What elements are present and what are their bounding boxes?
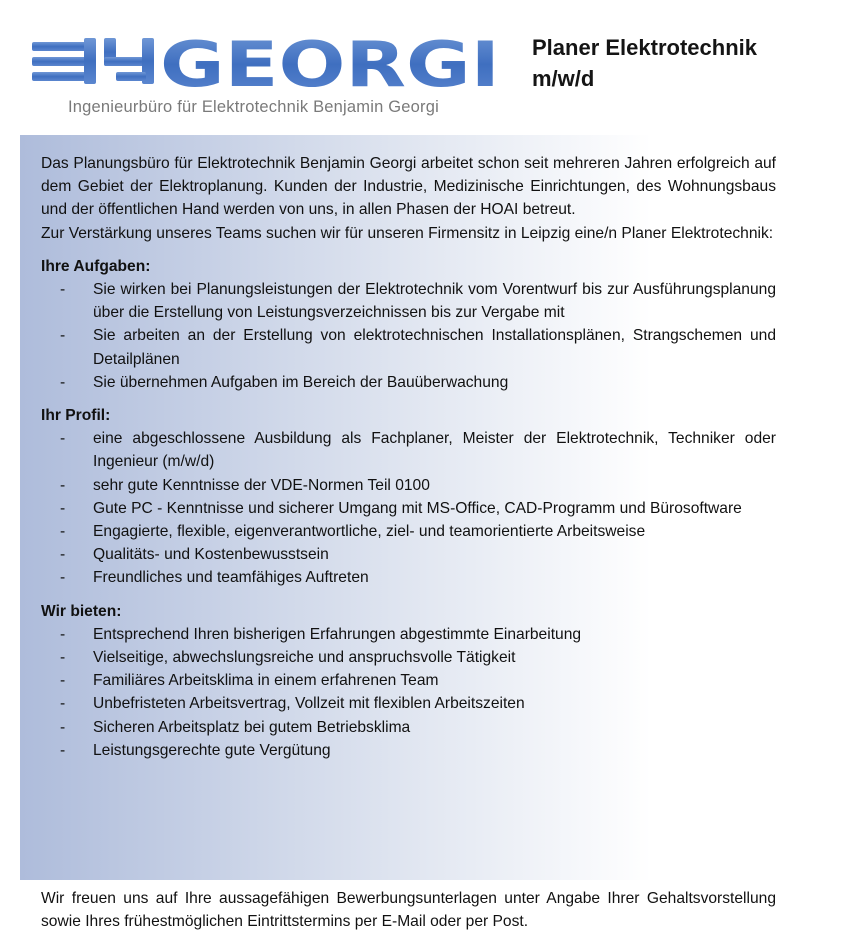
list-item — [41, 497, 776, 520]
intro-paragraph-2: Zur Verstärkung unseres Teams suchen wir für unseren Firmensitz in Leipzig eine/n Planer Elektrotechnik: — [41, 224, 774, 242]
list-item — [41, 692, 776, 715]
list-item — [41, 739, 776, 762]
section-title-bieten: Wir bieten: — [41, 602, 122, 620]
bullet-dash: - — [60, 476, 66, 494]
list-item-text: Leistungsgerechte gute Vergütung — [93, 741, 331, 759]
list-item-text: Entsprechend Ihren bisherigen Erfahrungen abgestimmte Einarbeitung — [93, 625, 582, 643]
intro-paragraph-1: Das Planungsbüro für Elektrotechnik Benjamin Georgi arbeitet schon seit mehreren Jahren erfolgreich auf dem Gebiet der Elektroplanung. Kunden der Industrie, Medizinische Einrichtungen, des Wohnungsbaus und der öffentlichen Hand werden von uns, in allen Phasen der HOAI betreut. — [41, 155, 776, 219]
section-title-aufgaben: Ihre Aufgaben: — [41, 257, 151, 275]
job-title-line2: m/w/d — [532, 66, 595, 91]
bullet-dash: - — [60, 672, 66, 690]
list-item-text: Vielseitige, abwechslungsreiche und anspruchsvolle Tätigkeit — [93, 649, 516, 667]
logo-text: GEORGI — [160, 30, 500, 92]
list-item — [41, 371, 776, 394]
list-item — [41, 646, 776, 669]
list-item — [41, 669, 776, 692]
list-item-text: Qualitäts- und Kostenbewusstsein — [93, 546, 329, 564]
closing-paragraph: Wir freuen uns auf Ihre aussagefähigen Bewerbungsunterlagen unter Angabe Ihrer Gehaltsvorstellung sowie Ihres frühestmöglichen Eintrittstermins per E-Mail oder per Post. — [41, 890, 776, 931]
list-aufgaben — [41, 278, 776, 394]
job-title — [532, 32, 757, 94]
section-title-profil: Ihr Profil: — [41, 407, 111, 425]
bullet-dash: - — [60, 625, 66, 643]
list-item — [41, 278, 776, 324]
list-item — [41, 474, 776, 497]
bullet-dash: - — [60, 373, 66, 391]
list-item — [41, 543, 776, 566]
list-item-text: eine abgeschlossene Ausbildung als Fachplaner, Meister der Elektrotechnik, Techniker oder Ingenieur (m/w/d) — [93, 430, 776, 471]
list-item — [41, 520, 776, 543]
list-item-text: Gute PC - Kenntnisse und sicherer Umgang mit MS-Office, CAD-Programm und Bürosoftware — [93, 499, 742, 517]
bullet-dash: - — [60, 741, 66, 759]
bullet-dash: - — [60, 499, 66, 517]
list-item — [41, 623, 776, 646]
list-item-text: Unbefristeten Arbeitsvertrag, Vollzeit mit flexiblen Arbeitszeiten — [93, 695, 525, 713]
bullet-dash: - — [60, 695, 66, 713]
list-bieten — [41, 623, 776, 762]
list-item-text: Sie wirken bei Planungsleistungen der Elektrotechnik vom Vorentwurf bis zur Ausführungsplanung über die Erstellung von Leistungsverzeichnissen bis zur Vergabe mit — [93, 281, 776, 322]
list-item — [41, 716, 776, 739]
bullet-dash: - — [60, 327, 66, 345]
list-item-text: Sicheren Arbeitsplatz bei gutem Betriebsklima — [93, 718, 411, 736]
company-logo — [32, 30, 502, 92]
list-profil — [41, 427, 776, 589]
bullet-dash: - — [60, 430, 66, 448]
list-item-text: Sie übernehmen Aufgaben im Bereich der Bauüberwachung — [93, 373, 509, 391]
company-subtitle: Ingenieurbüro für Elektrotechnik Benjamin Georgi — [68, 98, 439, 116]
job-description — [41, 152, 776, 762]
header — [0, 0, 850, 135]
list-item-text: Engagierte, flexible, eigenverantwortliche, ziel- und teamorientierte Arbeitsweise — [93, 523, 646, 541]
bullet-dash: - — [60, 523, 66, 541]
list-item-text: sehr gute Kenntnisse der VDE-Normen Teil 0100 — [93, 476, 430, 494]
list-item-text: Sie arbeiten an der Erstellung von elektrotechnischen Installationsplänen, Strangschemen und Detailplänen — [93, 327, 776, 368]
logo-graphic — [32, 30, 502, 92]
bullet-dash: - — [60, 281, 66, 299]
list-item — [41, 427, 776, 473]
logo-bars-icon — [32, 38, 154, 84]
bullet-dash: - — [60, 546, 66, 564]
bullet-dash: - — [60, 649, 66, 667]
job-title-line1: Planer Elektrotechnik — [532, 35, 757, 60]
list-item-text: Freundliches und teamfähiges Auftreten — [93, 569, 369, 587]
list-item-text: Familiäres Arbeitsklima in einem erfahrenen Team — [93, 672, 439, 690]
bullet-dash: - — [60, 569, 66, 587]
list-item — [41, 566, 776, 589]
bullet-dash: - — [60, 718, 66, 736]
list-item — [41, 324, 776, 370]
